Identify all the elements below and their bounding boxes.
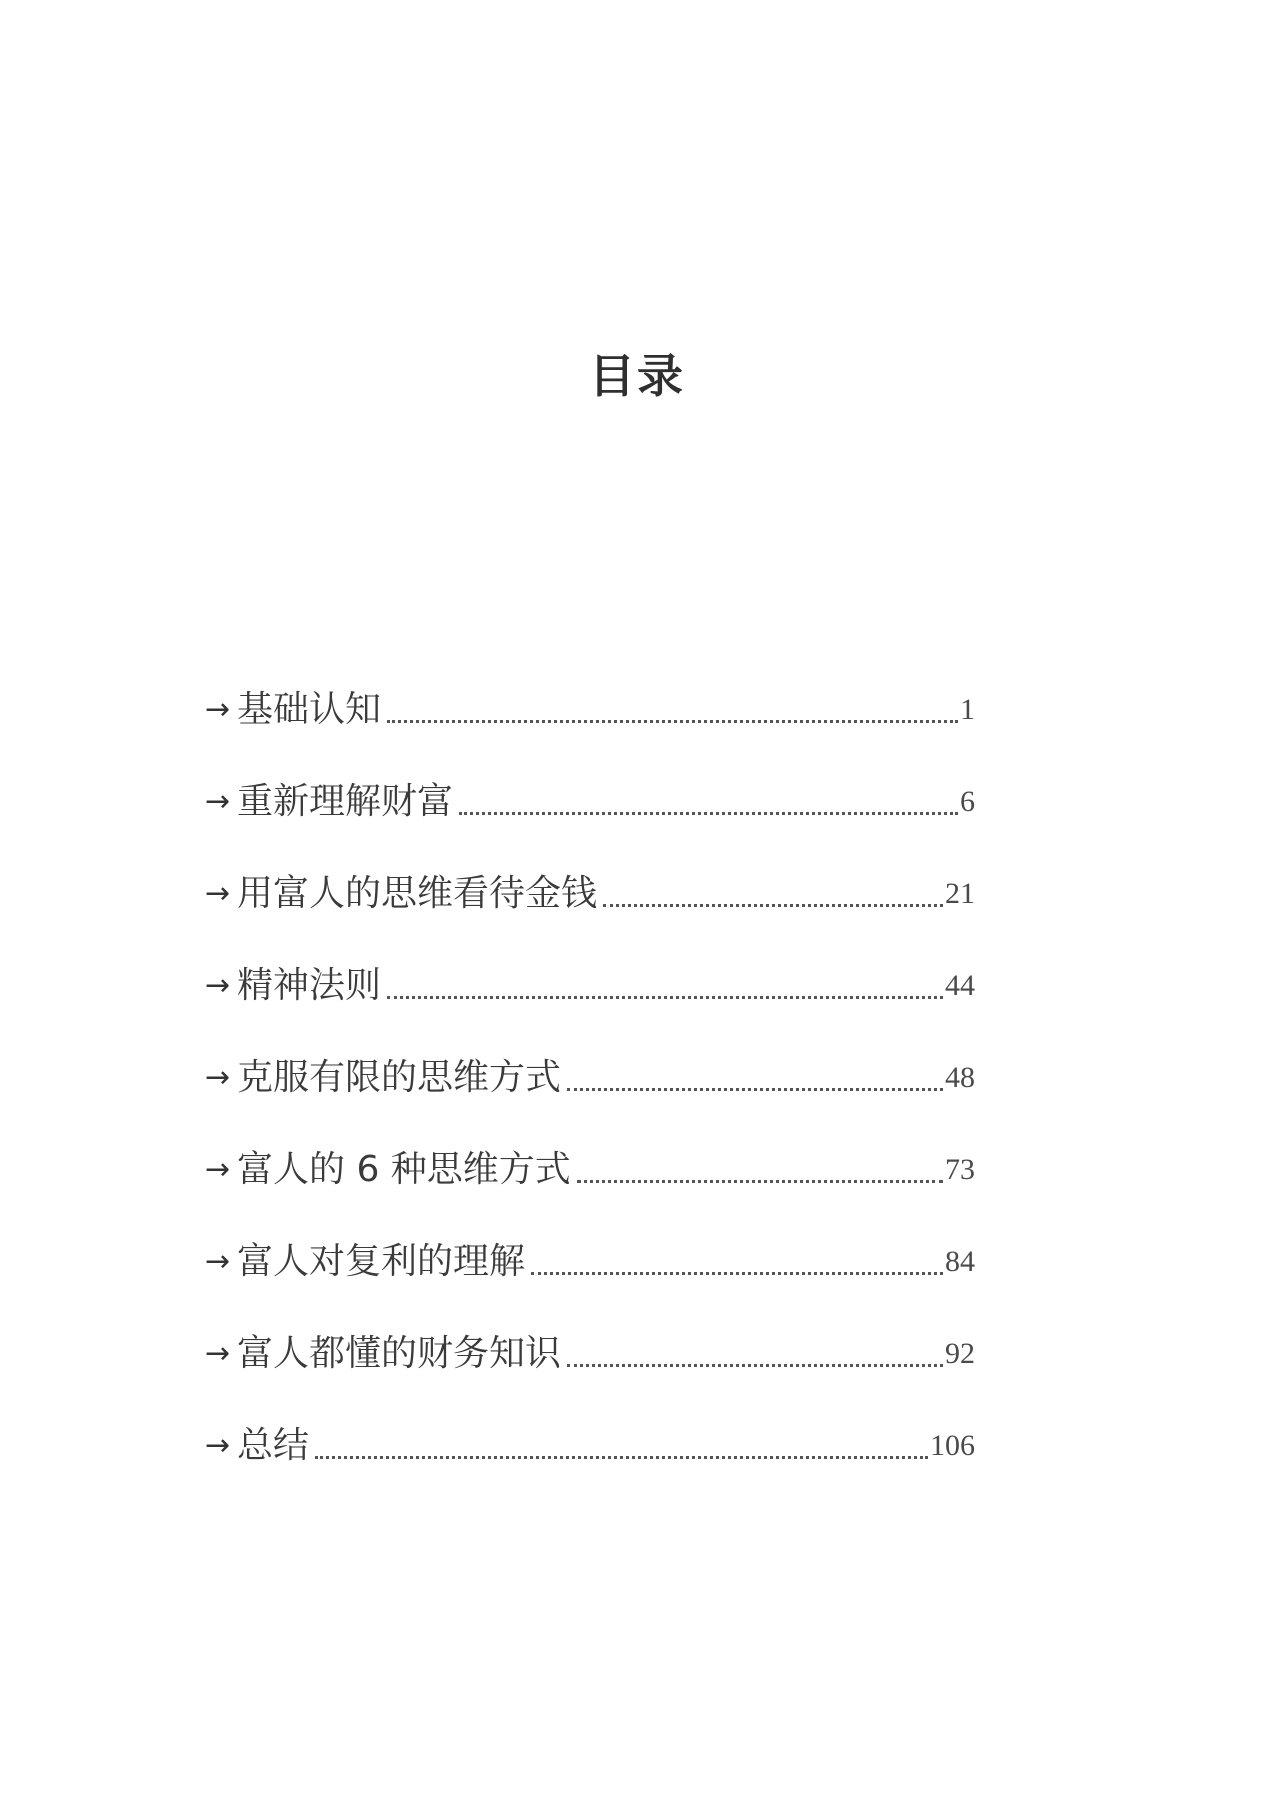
dot-leader: [315, 1424, 928, 1468]
toc-entry-label: 总结: [237, 1425, 310, 1466]
toc-entry-page-number: 6: [960, 785, 975, 818]
toc-entry-8[interactable]: [205, 1284, 975, 1376]
toc-entry-1[interactable]: [205, 640, 975, 732]
toc-entry-page-number: 106: [930, 1429, 975, 1462]
arrow-right-icon: →: [205, 1152, 231, 1187]
arrow-right-icon: →: [205, 1060, 231, 1095]
dot-leader: [387, 964, 943, 1008]
toc-entry-label: 富人对复利的理解: [237, 1241, 526, 1282]
dot-leader: [567, 1056, 943, 1100]
toc-entry-page-number: 48: [945, 1061, 975, 1094]
toc-entry-4[interactable]: [205, 916, 975, 1008]
toc-entry-page-number: 44: [945, 969, 975, 1002]
toc-entry-label: 用富人的思维看待金钱: [237, 873, 598, 914]
arrow-right-icon: →: [205, 876, 231, 911]
toc-entry-page-number: 21: [945, 877, 975, 910]
dot-leader: [567, 1332, 943, 1376]
arrow-right-icon: →: [205, 1244, 231, 1279]
toc-entry-label: 精神法则: [237, 965, 382, 1006]
page-title: 目录: [589, 349, 685, 403]
toc-entry-2[interactable]: [205, 732, 975, 824]
arrow-right-icon: →: [205, 1336, 231, 1371]
dot-leader: [459, 780, 958, 824]
toc-entry-label: 富人都懂的财务知识: [237, 1333, 562, 1374]
arrow-right-icon: →: [205, 784, 231, 819]
toc-entry-label: 克服有限的思维方式: [237, 1057, 562, 1098]
arrow-right-icon: →: [205, 1428, 231, 1463]
toc-entry-3[interactable]: [205, 824, 975, 916]
toc-entry-label: 基础认知: [237, 689, 382, 730]
dot-leader: [603, 872, 943, 916]
dot-leader: [387, 688, 958, 732]
toc-entry-7[interactable]: [205, 1192, 975, 1284]
toc-entry-page-number: 1: [960, 693, 975, 726]
arrow-right-icon: →: [205, 968, 231, 1003]
toc-entry-page-number: 84: [945, 1245, 975, 1278]
toc-entry-label: 重新理解财富: [237, 781, 454, 822]
toc-entry-page-number: 92: [945, 1337, 975, 1370]
toc-entry-9[interactable]: [205, 1376, 975, 1468]
toc-entry-5[interactable]: [205, 1008, 975, 1100]
dot-leader: [531, 1240, 943, 1284]
toc-entry-page-number: 73: [945, 1153, 975, 1186]
arrow-right-icon: →: [205, 692, 231, 727]
dot-leader: [577, 1148, 943, 1192]
toc-entry-label: 富人的 6 种思维方式: [237, 1149, 571, 1190]
toc-entry-6[interactable]: [205, 1100, 975, 1192]
table-of-contents: [205, 640, 975, 1468]
